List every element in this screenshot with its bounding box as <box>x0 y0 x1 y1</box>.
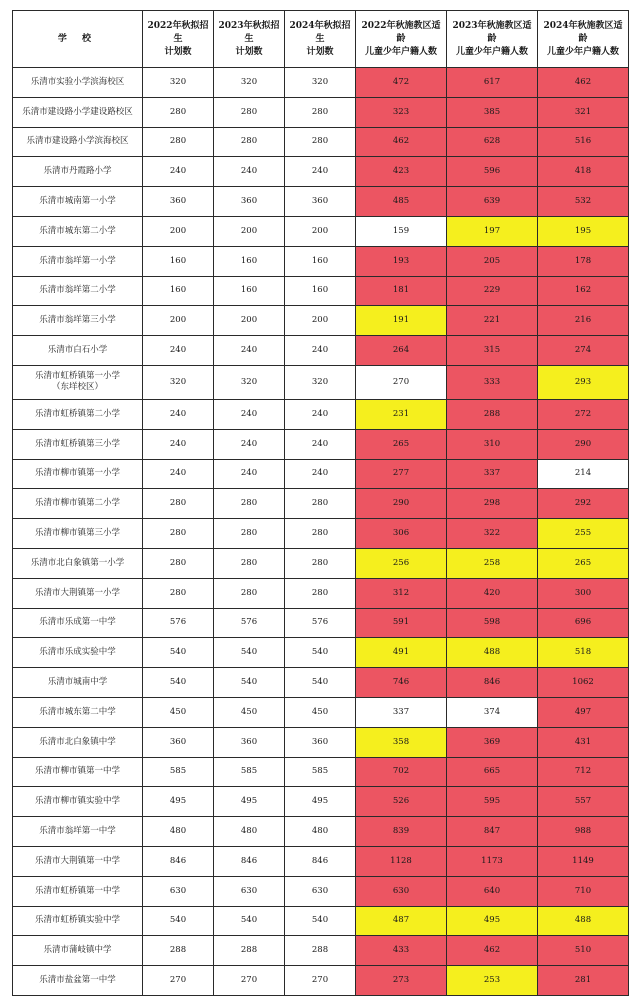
hukou-2023-cell: 1173 <box>447 846 538 876</box>
table-row <box>13 936 629 966</box>
table-row <box>13 489 629 519</box>
school-name-cell: 乐清市虹桥镇第一中学 <box>13 876 143 906</box>
plan-2024-cell: 280 <box>285 519 356 549</box>
hukou-2022-cell: 485 <box>356 187 447 217</box>
hukou-2022-cell: 193 <box>356 246 447 276</box>
plan-2022-cell: 585 <box>143 757 214 787</box>
school-name-cell: 乐清市虹桥镇第一小学 （东垟校区） <box>13 365 143 399</box>
hukou-2023-cell: 488 <box>447 638 538 668</box>
hukou-2024-cell: 518 <box>538 638 629 668</box>
plan-2024-cell: 280 <box>285 578 356 608</box>
plan-2022-cell: 280 <box>143 97 214 127</box>
plan-2024-cell: 280 <box>285 127 356 157</box>
table-header <box>13 11 629 68</box>
hukou-2023-cell: 197 <box>447 216 538 246</box>
school-name-cell: 乐清市翁垟第一中学 <box>13 817 143 847</box>
plan-2022-cell: 540 <box>143 906 214 936</box>
hukou-2024-cell: 497 <box>538 697 629 727</box>
plan-2024-cell: 240 <box>285 429 356 459</box>
plan-2023-cell: 360 <box>214 187 285 217</box>
hukou-2023-cell: 640 <box>447 876 538 906</box>
plan-2023-cell: 480 <box>214 817 285 847</box>
plan-2022-cell: 846 <box>143 846 214 876</box>
hukou-2024-cell: 1149 <box>538 846 629 876</box>
hukou-2022-cell: 491 <box>356 638 447 668</box>
plan-2024-cell: 200 <box>285 306 356 336</box>
hukou-2023-cell: 288 <box>447 399 538 429</box>
hukou-2023-cell: 369 <box>447 727 538 757</box>
plan-2023-cell: 280 <box>214 97 285 127</box>
plan-2023-cell: 240 <box>214 157 285 187</box>
table-row <box>13 68 629 98</box>
plan-2022-cell: 280 <box>143 489 214 519</box>
plan-2023-cell: 240 <box>214 459 285 489</box>
plan-2022-cell: 360 <box>143 727 214 757</box>
plan-2022-cell: 160 <box>143 246 214 276</box>
table-row <box>13 876 629 906</box>
plan-2022-cell: 320 <box>143 365 214 399</box>
plan-2024-cell: 480 <box>285 817 356 847</box>
plan-2024-cell: 240 <box>285 157 356 187</box>
hukou-2023-cell: 420 <box>447 578 538 608</box>
plan-2023-cell: 540 <box>214 906 285 936</box>
table-row <box>13 306 629 336</box>
plan-2022-cell: 240 <box>143 459 214 489</box>
hukou-2024-cell: 265 <box>538 548 629 578</box>
hukou-2024-cell: 272 <box>538 399 629 429</box>
school-name-cell: 乐清市城东第二小学 <box>13 216 143 246</box>
plan-2022-cell: 320 <box>143 68 214 98</box>
plan-2024-cell: 450 <box>285 697 356 727</box>
plan-2024-cell: 360 <box>285 727 356 757</box>
hukou-2024-cell: 290 <box>538 429 629 459</box>
hukou-2024-cell: 431 <box>538 727 629 757</box>
hukou-2022-cell: 423 <box>356 157 447 187</box>
plan-2022-cell: 288 <box>143 936 214 966</box>
table-row <box>13 578 629 608</box>
hukou-2024-cell: 195 <box>538 216 629 246</box>
table-row <box>13 459 629 489</box>
hukou-2024-cell: 321 <box>538 97 629 127</box>
hukou-2022-cell: 526 <box>356 787 447 817</box>
hukou-2024-cell: 532 <box>538 187 629 217</box>
table-row <box>13 638 629 668</box>
table-row <box>13 697 629 727</box>
hukou-2023-cell: 385 <box>447 97 538 127</box>
plan-2024-cell: 240 <box>285 336 356 366</box>
plan-2023-cell: 585 <box>214 757 285 787</box>
plan-2024-cell: 320 <box>285 68 356 98</box>
table-row <box>13 519 629 549</box>
header-hukou-2024: 2024年秋施教区适龄 儿童少年户籍人数 <box>538 11 629 68</box>
hukou-2023-cell: 595 <box>447 787 538 817</box>
school-name-cell: 乐清市翁垟第一小学 <box>13 246 143 276</box>
hukou-2024-cell: 988 <box>538 817 629 847</box>
hukou-2022-cell: 487 <box>356 906 447 936</box>
hukou-2023-cell: 374 <box>447 697 538 727</box>
plan-2024-cell: 360 <box>285 187 356 217</box>
school-name-cell: 乐清市城南第一小学 <box>13 187 143 217</box>
header-hukou-2022: 2022年秋施教区适龄 儿童少年户籍人数 <box>356 11 447 68</box>
hukou-2024-cell: 710 <box>538 876 629 906</box>
plan-2023-cell: 200 <box>214 216 285 246</box>
hukou-2024-cell: 696 <box>538 608 629 638</box>
plan-2022-cell: 240 <box>143 399 214 429</box>
plan-2022-cell: 240 <box>143 157 214 187</box>
plan-2022-cell: 540 <box>143 668 214 698</box>
hukou-2023-cell: 639 <box>447 187 538 217</box>
hukou-2022-cell: 337 <box>356 697 447 727</box>
plan-2023-cell: 280 <box>214 578 285 608</box>
hukou-2023-cell: 617 <box>447 68 538 98</box>
plan-2023-cell: 280 <box>214 127 285 157</box>
hukou-2024-cell: 281 <box>538 966 629 996</box>
table-row <box>13 608 629 638</box>
table-row <box>13 727 629 757</box>
hukou-2022-cell: 306 <box>356 519 447 549</box>
hukou-2023-cell: 596 <box>447 157 538 187</box>
hukou-2022-cell: 159 <box>356 216 447 246</box>
school-name-cell: 乐清市建设路小学建设路校区 <box>13 97 143 127</box>
plan-2024-cell: 540 <box>285 668 356 698</box>
hukou-2023-cell: 298 <box>447 489 538 519</box>
hukou-2024-cell: 510 <box>538 936 629 966</box>
plan-2023-cell: 846 <box>214 846 285 876</box>
hukou-2023-cell: 495 <box>447 906 538 936</box>
plan-2022-cell: 240 <box>143 336 214 366</box>
plan-2023-cell: 200 <box>214 306 285 336</box>
hukou-2024-cell: 557 <box>538 787 629 817</box>
hukou-2022-cell: 256 <box>356 548 447 578</box>
table-row <box>13 97 629 127</box>
table-row <box>13 187 629 217</box>
plan-2022-cell: 270 <box>143 966 214 996</box>
header-plan-2022: 2022年秋拟招生 计划数 <box>143 11 214 68</box>
hukou-2023-cell: 598 <box>447 608 538 638</box>
hukou-2022-cell: 746 <box>356 668 447 698</box>
enrollment-table <box>12 10 629 996</box>
hukou-2022-cell: 181 <box>356 276 447 306</box>
plan-2022-cell: 280 <box>143 519 214 549</box>
plan-2024-cell: 320 <box>285 365 356 399</box>
plan-2023-cell: 360 <box>214 727 285 757</box>
plan-2023-cell: 540 <box>214 638 285 668</box>
plan-2024-cell: 240 <box>285 399 356 429</box>
table-row <box>13 127 629 157</box>
plan-2022-cell: 280 <box>143 578 214 608</box>
hukou-2022-cell: 265 <box>356 429 447 459</box>
hukou-2023-cell: 462 <box>447 936 538 966</box>
table-row <box>13 365 629 399</box>
plan-2022-cell: 280 <box>143 127 214 157</box>
hukou-2022-cell: 702 <box>356 757 447 787</box>
hukou-2022-cell: 231 <box>356 399 447 429</box>
school-name-cell: 乐清市柳市镇第三小学 <box>13 519 143 549</box>
plan-2023-cell: 320 <box>214 68 285 98</box>
plan-2023-cell: 630 <box>214 876 285 906</box>
plan-2024-cell: 288 <box>285 936 356 966</box>
hukou-2023-cell: 229 <box>447 276 538 306</box>
hukou-2024-cell: 488 <box>538 906 629 936</box>
table-row <box>13 399 629 429</box>
plan-2023-cell: 576 <box>214 608 285 638</box>
plan-2024-cell: 160 <box>285 246 356 276</box>
plan-2024-cell: 240 <box>285 459 356 489</box>
hukou-2023-cell: 315 <box>447 336 538 366</box>
hukou-2024-cell: 300 <box>538 578 629 608</box>
plan-2023-cell: 320 <box>214 365 285 399</box>
hukou-2022-cell: 323 <box>356 97 447 127</box>
school-name-cell: 乐清市乐成第一中学 <box>13 608 143 638</box>
hukou-2024-cell: 274 <box>538 336 629 366</box>
school-name-cell: 乐清市虹桥镇实验中学 <box>13 906 143 936</box>
plan-2023-cell: 240 <box>214 429 285 459</box>
hukou-2022-cell: 273 <box>356 966 447 996</box>
plan-2023-cell: 240 <box>214 336 285 366</box>
school-name-cell: 乐清市丹霞路小学 <box>13 157 143 187</box>
table-row <box>13 817 629 847</box>
school-name-cell: 乐清市城东第二中学 <box>13 697 143 727</box>
hukou-2023-cell: 333 <box>447 365 538 399</box>
header-plan-2024: 2024年秋拟招生 计划数 <box>285 11 356 68</box>
plan-2024-cell: 540 <box>285 638 356 668</box>
hukou-2022-cell: 433 <box>356 936 447 966</box>
plan-2023-cell: 240 <box>214 399 285 429</box>
plan-2024-cell: 270 <box>285 966 356 996</box>
table-row <box>13 906 629 936</box>
plan-2023-cell: 280 <box>214 548 285 578</box>
table-row <box>13 787 629 817</box>
school-name-cell: 乐清市虹桥镇第二小学 <box>13 399 143 429</box>
hukou-2023-cell: 253 <box>447 966 538 996</box>
hukou-2024-cell: 214 <box>538 459 629 489</box>
school-name-cell: 乐清市北白象镇第一小学 <box>13 548 143 578</box>
school-name-cell: 乐清市北白象镇中学 <box>13 727 143 757</box>
hukou-2024-cell: 292 <box>538 489 629 519</box>
hukou-2022-cell: 472 <box>356 68 447 98</box>
hukou-2022-cell: 290 <box>356 489 447 519</box>
table-row <box>13 966 629 996</box>
plan-2024-cell: 846 <box>285 846 356 876</box>
plan-2024-cell: 280 <box>285 548 356 578</box>
plan-2024-cell: 160 <box>285 276 356 306</box>
plan-2024-cell: 585 <box>285 757 356 787</box>
hukou-2023-cell: 258 <box>447 548 538 578</box>
plan-2022-cell: 280 <box>143 548 214 578</box>
plan-2022-cell: 450 <box>143 697 214 727</box>
hukou-2024-cell: 418 <box>538 157 629 187</box>
hukou-2022-cell: 839 <box>356 817 447 847</box>
table-body <box>13 68 629 996</box>
school-name-cell: 乐清市大荆镇第一中学 <box>13 846 143 876</box>
plan-2024-cell: 495 <box>285 787 356 817</box>
table-row <box>13 548 629 578</box>
school-name-cell: 乐清市蒲岐镇中学 <box>13 936 143 966</box>
school-name-cell: 乐清市虹桥镇第三小学 <box>13 429 143 459</box>
table-row <box>13 846 629 876</box>
school-name-cell: 乐清市乐成实验中学 <box>13 638 143 668</box>
hukou-2023-cell: 846 <box>447 668 538 698</box>
hukou-2024-cell: 255 <box>538 519 629 549</box>
school-name-cell: 乐清市柳市镇第二小学 <box>13 489 143 519</box>
plan-2022-cell: 540 <box>143 638 214 668</box>
school-name-cell: 乐清市柳市镇实验中学 <box>13 787 143 817</box>
plan-2022-cell: 480 <box>143 817 214 847</box>
table-row <box>13 668 629 698</box>
plan-2022-cell: 200 <box>143 216 214 246</box>
hukou-2024-cell: 162 <box>538 276 629 306</box>
hukou-2023-cell: 310 <box>447 429 538 459</box>
plan-2023-cell: 450 <box>214 697 285 727</box>
hukou-2024-cell: 293 <box>538 365 629 399</box>
plan-2022-cell: 200 <box>143 306 214 336</box>
hukou-2022-cell: 270 <box>356 365 447 399</box>
hukou-2024-cell: 178 <box>538 246 629 276</box>
hukou-2023-cell: 221 <box>447 306 538 336</box>
plan-2022-cell: 240 <box>143 429 214 459</box>
hukou-2023-cell: 205 <box>447 246 538 276</box>
table-row <box>13 157 629 187</box>
hukou-2023-cell: 337 <box>447 459 538 489</box>
hukou-2023-cell: 665 <box>447 757 538 787</box>
plan-2023-cell: 160 <box>214 246 285 276</box>
hukou-2022-cell: 358 <box>356 727 447 757</box>
hukou-2024-cell: 216 <box>538 306 629 336</box>
school-name-cell: 乐清市翁垟第二小学 <box>13 276 143 306</box>
plan-2024-cell: 630 <box>285 876 356 906</box>
header-plan-2023: 2023年秋拟招生 计划数 <box>214 11 285 68</box>
plan-2024-cell: 280 <box>285 97 356 127</box>
plan-2024-cell: 540 <box>285 906 356 936</box>
hukou-2024-cell: 462 <box>538 68 629 98</box>
plan-2023-cell: 288 <box>214 936 285 966</box>
hukou-2022-cell: 462 <box>356 127 447 157</box>
hukou-2022-cell: 264 <box>356 336 447 366</box>
hukou-2023-cell: 847 <box>447 817 538 847</box>
hukou-2022-cell: 312 <box>356 578 447 608</box>
plan-2022-cell: 630 <box>143 876 214 906</box>
plan-2023-cell: 540 <box>214 668 285 698</box>
header-hukou-2023: 2023年秋施教区适龄 儿童少年户籍人数 <box>447 11 538 68</box>
school-name-cell: 乐清市城南中学 <box>13 668 143 698</box>
hukou-2022-cell: 1128 <box>356 846 447 876</box>
table-row <box>13 276 629 306</box>
plan-2022-cell: 576 <box>143 608 214 638</box>
table-row <box>13 429 629 459</box>
plan-2022-cell: 360 <box>143 187 214 217</box>
enrollment-table-sheet <box>12 10 628 996</box>
school-name-cell: 乐清市翁垟第三小学 <box>13 306 143 336</box>
school-name-cell: 乐清市实验小学滨海校区 <box>13 68 143 98</box>
table-row <box>13 246 629 276</box>
plan-2023-cell: 495 <box>214 787 285 817</box>
school-name-cell: 乐清市柳市镇第一小学 <box>13 459 143 489</box>
header-school: 学 校 <box>13 11 143 68</box>
hukou-2023-cell: 322 <box>447 519 538 549</box>
plan-2024-cell: 576 <box>285 608 356 638</box>
hukou-2022-cell: 191 <box>356 306 447 336</box>
school-name-cell: 乐清市盐盆第一中学 <box>13 966 143 996</box>
plan-2022-cell: 160 <box>143 276 214 306</box>
plan-2024-cell: 200 <box>285 216 356 246</box>
school-name-cell: 乐清市柳市镇第一中学 <box>13 757 143 787</box>
hukou-2022-cell: 591 <box>356 608 447 638</box>
table-row <box>13 336 629 366</box>
plan-2022-cell: 495 <box>143 787 214 817</box>
school-name-cell: 乐清市大荆镇第一小学 <box>13 578 143 608</box>
plan-2024-cell: 280 <box>285 489 356 519</box>
table-row <box>13 757 629 787</box>
hukou-2023-cell: 628 <box>447 127 538 157</box>
hukou-2024-cell: 1062 <box>538 668 629 698</box>
table-row <box>13 216 629 246</box>
hukou-2024-cell: 712 <box>538 757 629 787</box>
plan-2023-cell: 270 <box>214 966 285 996</box>
plan-2023-cell: 280 <box>214 489 285 519</box>
plan-2023-cell: 160 <box>214 276 285 306</box>
school-name-cell: 乐清市建设路小学滨海校区 <box>13 127 143 157</box>
plan-2023-cell: 280 <box>214 519 285 549</box>
school-name-cell: 乐清市白石小学 <box>13 336 143 366</box>
hukou-2024-cell: 516 <box>538 127 629 157</box>
hukou-2022-cell: 277 <box>356 459 447 489</box>
hukou-2022-cell: 630 <box>356 876 447 906</box>
header-row <box>13 11 629 68</box>
